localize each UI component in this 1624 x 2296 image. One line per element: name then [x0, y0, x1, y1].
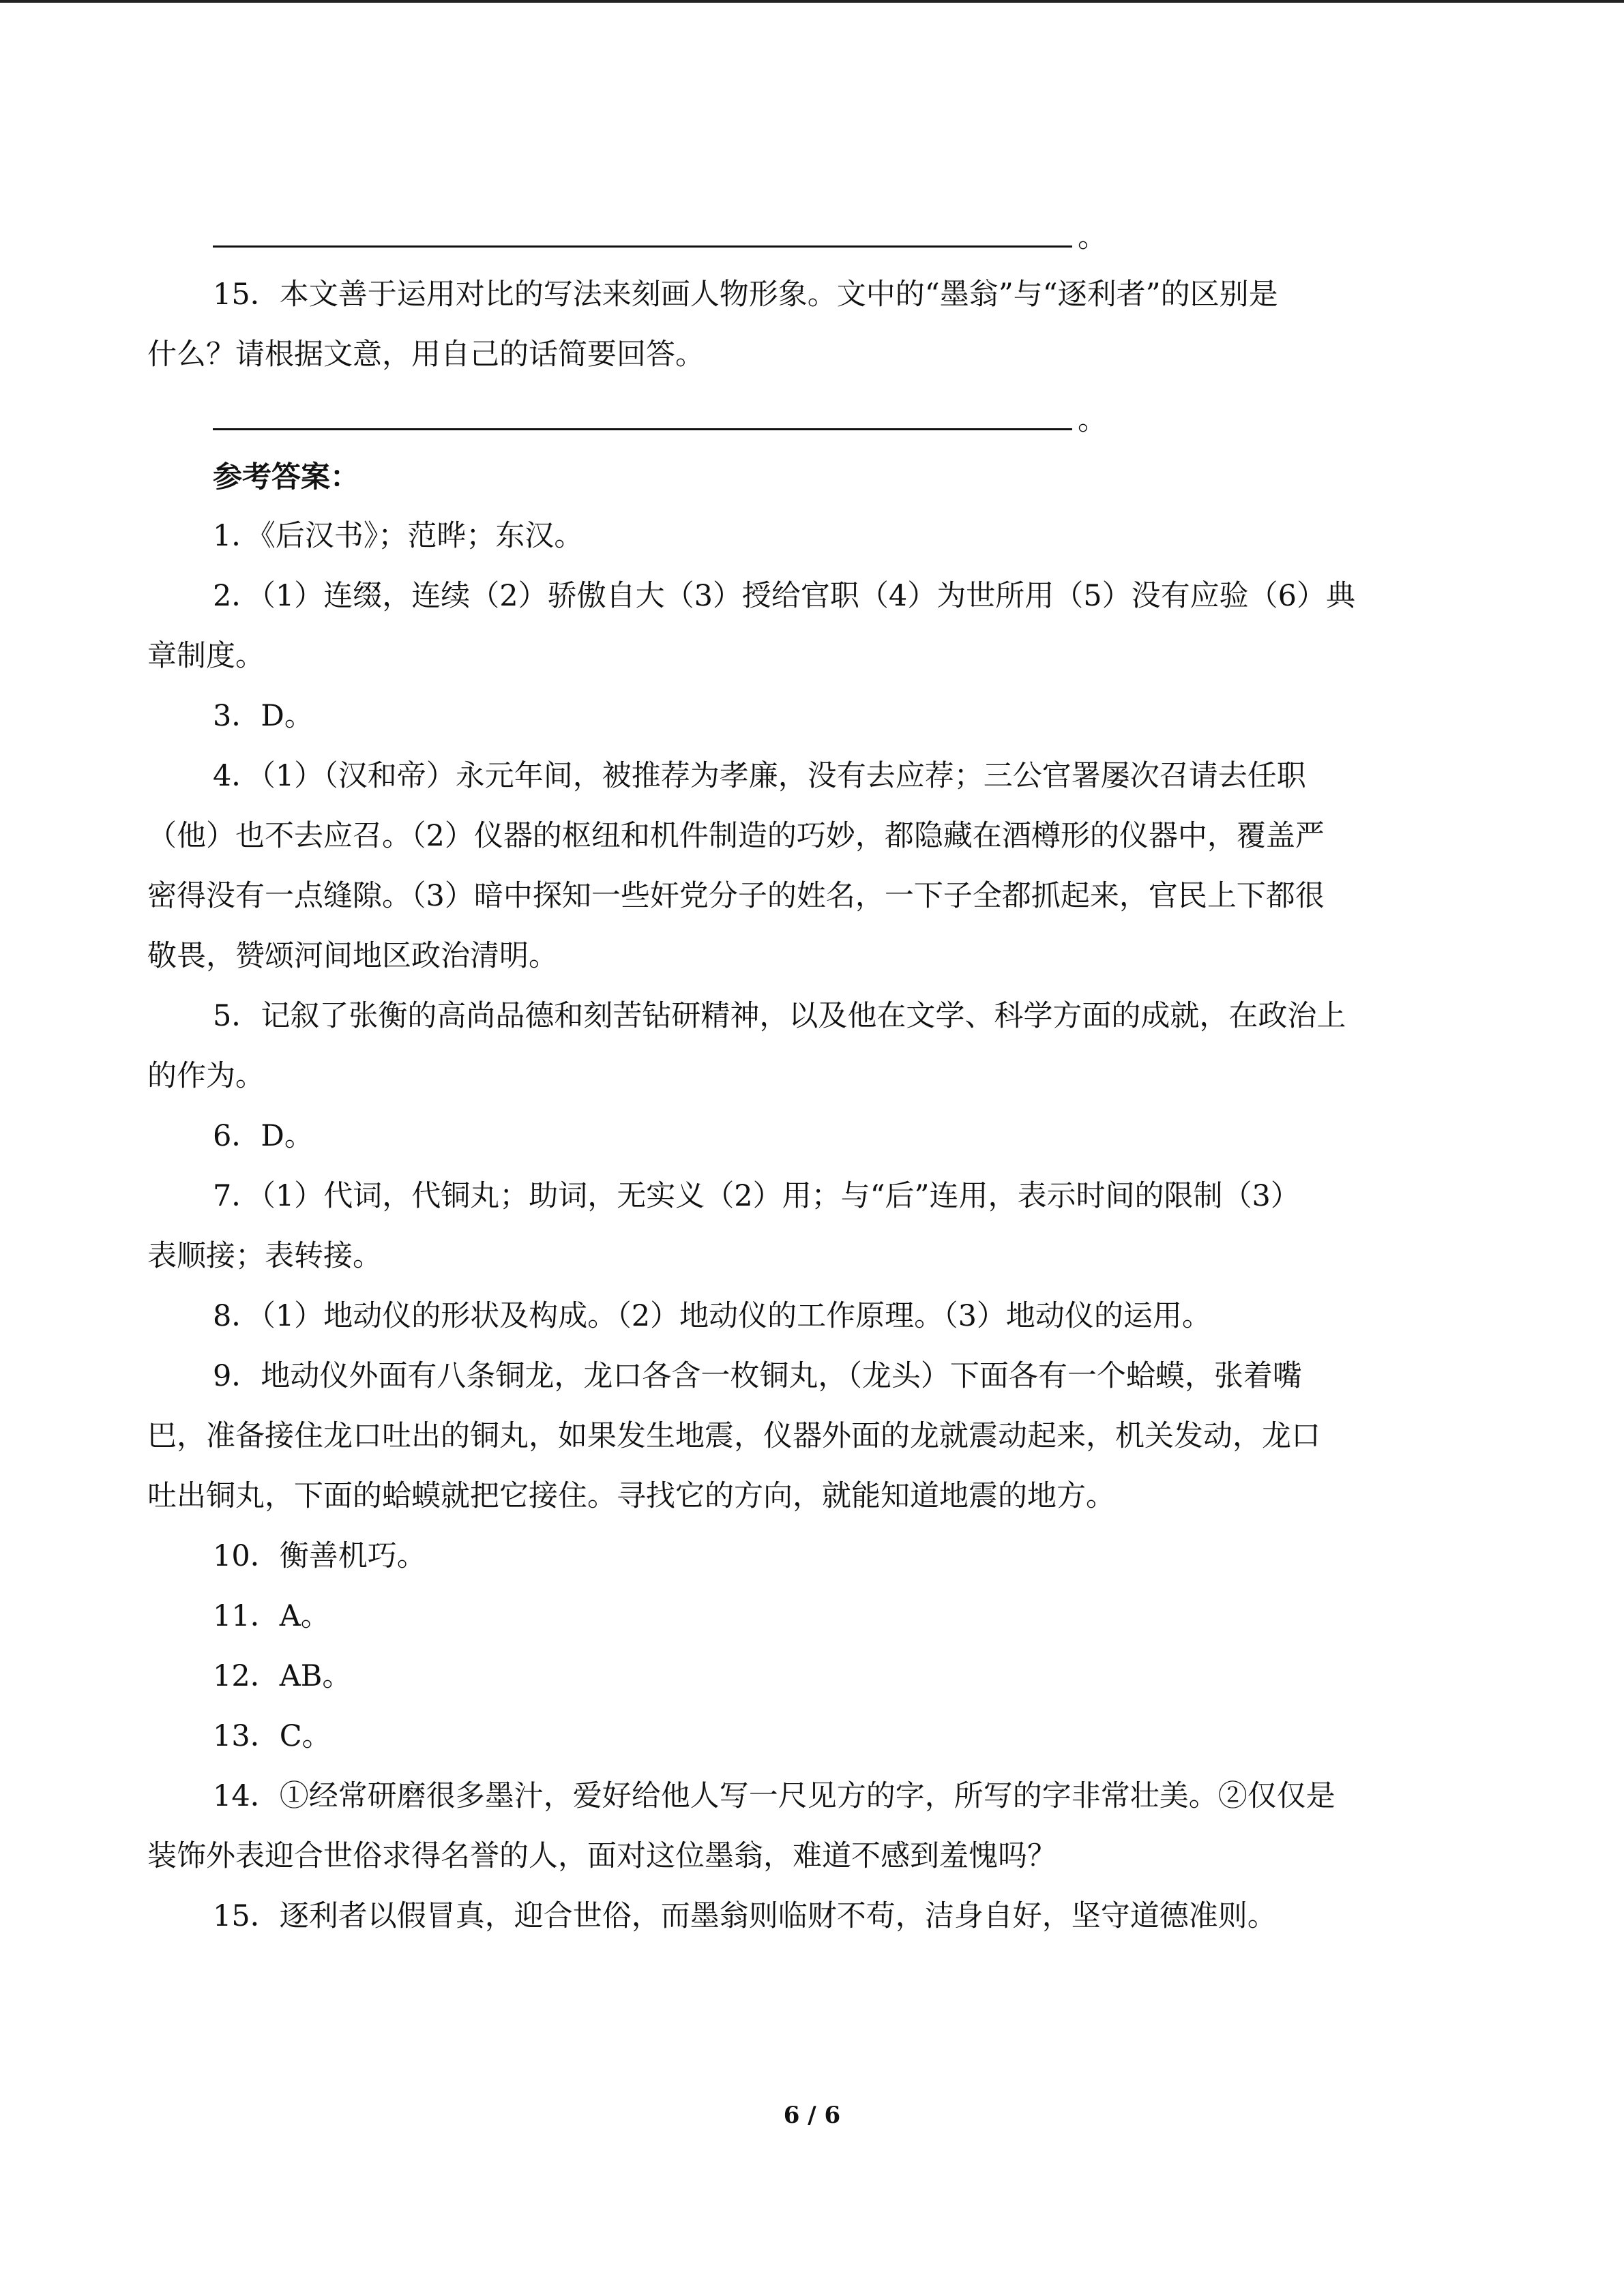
blank-period: 。 [1078, 220, 1107, 254]
answer-line: 8．（1）地动仪的形状及构成。（2）地动仪的工作原理。（3）地动仪的运用。 [213, 1299, 1211, 1333]
answer-line: 9．地动仪外面有八条铜龙，龙口各含一枚铜丸，（龙头）下面各有一个蛤蟆，张着嘴 [213, 1359, 1302, 1393]
blank-period: 。 [1078, 403, 1107, 437]
top-border-rule [0, 0, 1624, 3]
answer-line: 吐出铜丸，下面的蛤蟆就把它接住。寻找它的方向，就能知道地震的地方。 [147, 1479, 1115, 1513]
answer-line: 装饰外表迎合世俗求得名誉的人，面对这位墨翁，难道不感到羞愧吗？ [147, 1839, 1057, 1873]
answer-line: 11．A。 [213, 1599, 330, 1633]
answer-line: 表顺接；表转接。 [147, 1239, 382, 1273]
answer-line: 12．AB。 [213, 1659, 352, 1693]
answer-line: 的作为。 [147, 1059, 265, 1093]
answer-line: 10．衡善机巧。 [213, 1539, 426, 1573]
question-15-line-1: 15．本文善于运用对比的写法来刻画人物形象。文中的“墨翁”与“逐利者”的区别是 [213, 278, 1278, 312]
answer-line: 巴，准备接住龙口吐出的铜丸，如果发生地震，仪器外面的龙就震动起来，机关发动，龙口 [147, 1419, 1320, 1453]
answer-line: 14．①经常研磨很多墨汁，爱好给他人写一尺见方的字，所写的字非常壮美。②仅仅是 [213, 1779, 1335, 1813]
answer-line: 13．C。 [213, 1719, 331, 1753]
question-15-line-2: 什么？请根据文意，用自己的话简要回答。 [147, 338, 705, 372]
answers-heading: 参考答案： [213, 460, 359, 494]
answer-line: 敬畏，赞颂河间地区政治清明。 [147, 939, 558, 973]
page-number: 6 / 6 [783, 2102, 841, 2129]
answer-line: 2．（1）连缀，连续（2）骄傲自大（3）授给官职（4）为世所用（5）没有应验（6）典 [213, 579, 1356, 613]
answer-line: 章制度。 [147, 639, 265, 673]
answer-line: 1．《后汉书》；范晔；东汉。 [213, 519, 584, 553]
answer-line: 15．逐利者以假冒真，迎合世俗，而墨翁则临财不苟，洁身自好，坚守道德准则。 [213, 1899, 1277, 1933]
answer-line: 7．（1）代词，代铜丸；助词，无实义（2）用；与“后”连用，表示时间的限制（3） [213, 1179, 1300, 1213]
answer-line: 密得没有一点缝隙。（3）暗中探知一些奸党分子的姓名，一下子全都抓起来，官民上下都很 [147, 879, 1325, 913]
blank-underline [213, 428, 1072, 430]
answer-line: 5．记叙了张衡的高尚品德和刻苦钻研精神，以及他在文学、科学方面的成就，在政治上 [213, 999, 1346, 1033]
answer-line: 3．D。 [213, 699, 314, 733]
blank-underline [213, 245, 1072, 248]
answer-line: 6．D。 [213, 1119, 314, 1153]
answer-line: （他）也不去应召。（2）仪器的枢纽和机件制造的巧妙，都隐藏在酒樽形的仪器中，覆盖严 [147, 819, 1325, 853]
answer-line: 4．（1）（汉和帝）永元年间，被推荐为孝廉，没有去应荐；三公官署屡次召请去任职 [213, 759, 1306, 793]
